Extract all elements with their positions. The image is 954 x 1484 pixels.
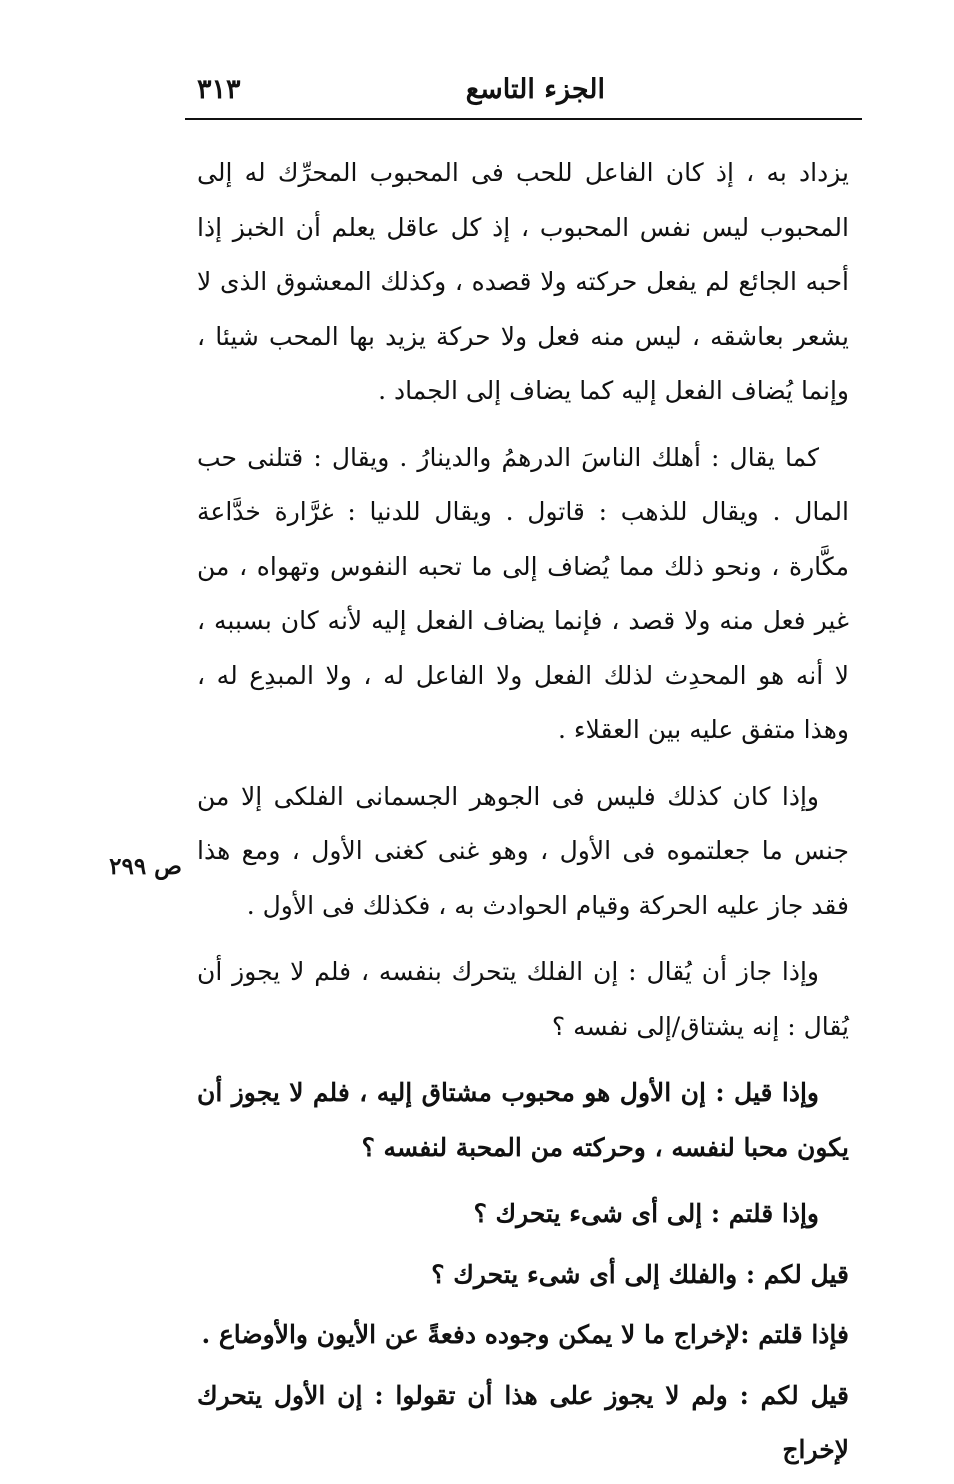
paragraph-9: قيل لكم : ولم لا يجوز على هذا أن تقولوا : إن الأول يتحرك لإخراج bbox=[197, 1380, 849, 1464]
running-title: الجزء التاسع bbox=[465, 74, 605, 105]
margin-page-reference: ص ٢٩٩ bbox=[109, 853, 182, 880]
page-number: ٣١٣ bbox=[197, 74, 241, 105]
paragraph-4: وإذا جاز أن يُقال : إن الفلك يتحرك بنفسه ، فلم لا يجوز أن يُقال : إنه يشتاق/إلى نفسه ؟ bbox=[197, 957, 849, 1041]
paragraph-3: وإذا كان كذلك فليس فى الجوهر الجسمانى الفلكى إلا من جنس ما جعلتموه فى الأول ، وهو غنى كغنى الأول ، ومع هذا فقد جاز عليه الحركة وقيام الحوادث به ، فكذلك فى الأول . bbox=[197, 781, 849, 920]
page-body bbox=[197, 146, 849, 1484]
paragraph-5: وإذا قيل : إن الأول هو محبوب مشتاق إليه ، فلم لا يجوز أن يكون محبا لنفسه ، وحركته من المحبة لنفسه ؟ bbox=[197, 1078, 849, 1162]
header-rule bbox=[185, 118, 862, 120]
paragraph-6: وإذا قلتم : إلى أى شىء يتحرك ؟ bbox=[473, 1199, 819, 1228]
paragraph-1: يزداد به ، إذ كان الفاعل للحب فى المحبوب المحرِّك له إلى المحبوب ليس نفس المحبوب ، إذ كل عاقل يعلم أن الخبز إذا أحبه الجائع لم يفعل حركته ولا قصده ، وكذلك المعشوق الذى لا يشعر بعاشقه ، ليس منه فعل ولا حركة يزيد بها المحب شيئا ، وإنما يُضاف الفعل إليه كما يضاف إلى الجماد . bbox=[197, 158, 849, 405]
paragraph-8: فإذا قلتم :لإخراج ما لا يمكن وجوده دفعةً عن الأيون والأوضاع . bbox=[201, 1320, 849, 1349]
page-header bbox=[185, 70, 860, 120]
paragraph-7: قيل لكم : والفلك إلى أى شىء يتحرك ؟ bbox=[431, 1259, 849, 1289]
paragraph-2: كما يقال : أهلك الناسَ الدرهمُ والدينارُ . ويقال : قتلنى حب المال . ويقال للذهب : قاتول . ويقال للدنيا : غرَّارة خدَّاعة مكَّارة ، ونحو ذلك مما يُضاف إلى ما تحبه النفوس وتهواه ، من غير فعل منه ولا قصد ، فإنما يضاف الفعل إليه لأنه كان بسببه ، لا أنه هو المحدِث لذلك الفعل ولا الفاعل له ، ولا المبدِع له ، وهذا متفق عليه بين العقلاء . bbox=[197, 442, 849, 744]
